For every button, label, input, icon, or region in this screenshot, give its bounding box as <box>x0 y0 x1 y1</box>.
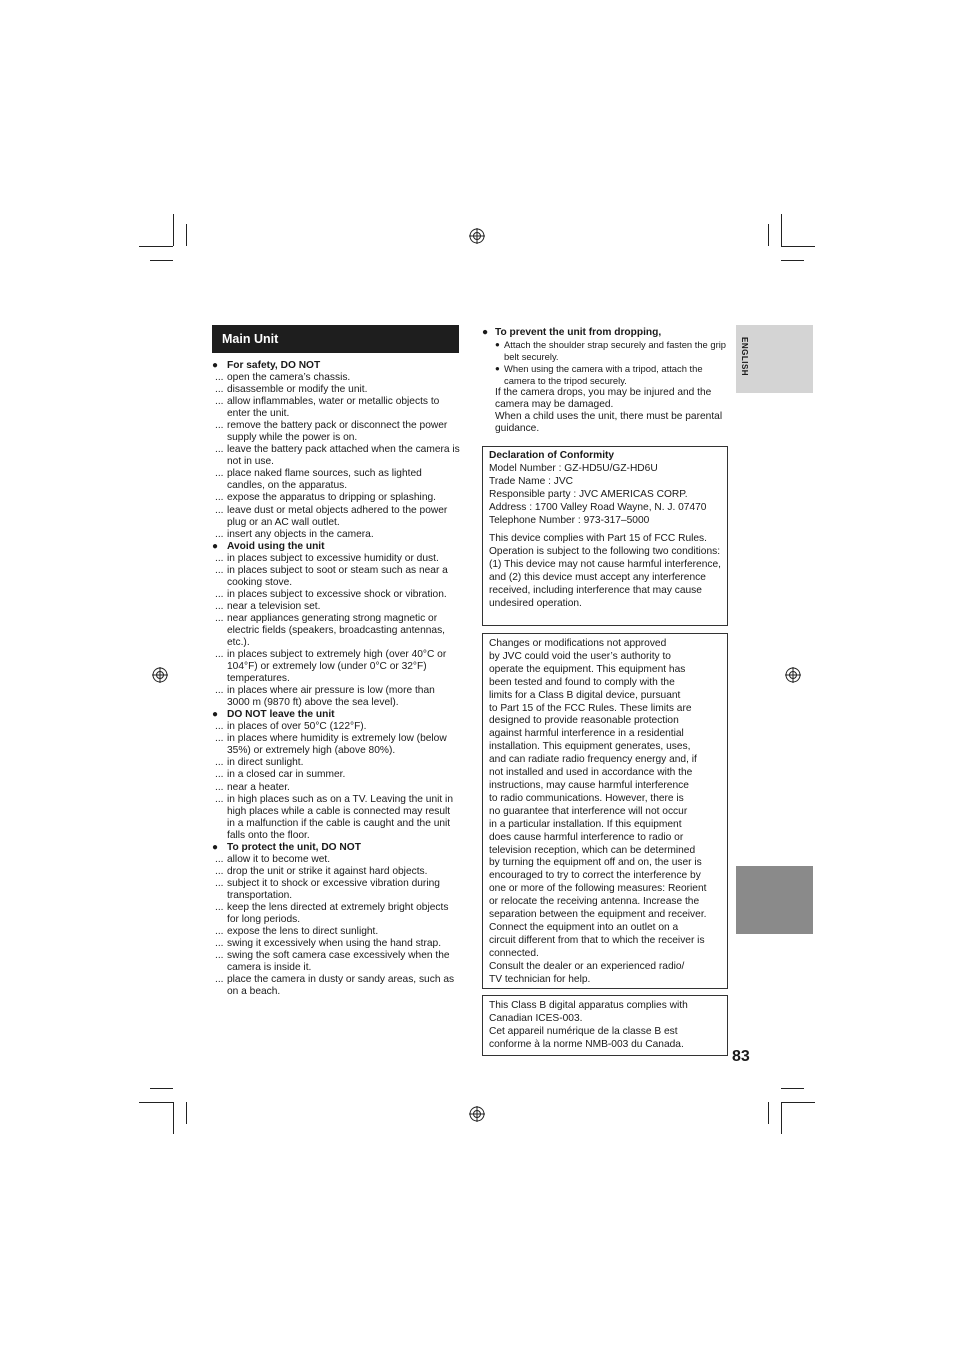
list-item: ... in places subject to excessive humidity or dust. <box>215 552 439 564</box>
text-line: does cause harmful interference to radio or <box>489 831 684 843</box>
ellipsis-marker: ... <box>215 396 224 408</box>
ellipsis-marker: ... <box>215 468 224 480</box>
list-item: ... near a heater. <box>215 781 290 793</box>
ellipsis-marker: ... <box>215 444 224 456</box>
ellipsis-marker: ... <box>215 685 224 697</box>
ellipsis-marker: ... <box>215 600 224 612</box>
bullet-icon: ● <box>212 360 219 371</box>
text-line: designed to provide reasonable protection <box>489 715 679 727</box>
bullet-icon: ● <box>212 841 219 853</box>
text-line: in a particular installation. If this equipment <box>489 818 682 830</box>
list-item: ... leave dust or metal objects adhered to the power plug or an AC wall outlet. <box>215 504 448 528</box>
list-item: ... in places of over 50°C (122°F). <box>215 721 367 733</box>
section-title: ● Avoid using the unit <box>212 540 325 552</box>
text-line: Consult the dealer or an experienced radio/ <box>489 960 685 972</box>
responsible-party: Responsible party : JVC AMERICAS CORP. <box>489 488 688 500</box>
ellipsis-marker: ... <box>215 492 224 504</box>
registration-mark-icon <box>152 667 168 683</box>
list-item: ... in places subject to extremely high (over 40°C or 104°F) or extremely low (under 0°C or 32°F) temperatures. <box>215 649 447 685</box>
language-tab <box>736 325 813 393</box>
list-item: ... in direct sunlight. <box>215 757 304 769</box>
list-item: ... keep the lens directed at extremely bright objects for long periods. <box>215 901 449 925</box>
canada-english: This Class B digital apparatus complies with Canadian ICES-003. <box>489 1000 688 1024</box>
list-item: ... disassemble or modify the unit. <box>215 384 368 396</box>
list-item: ... allow it to become wet. <box>215 853 331 865</box>
trade-name: Trade Name : JVC <box>489 475 573 487</box>
ellipsis-marker: ... <box>215 781 224 793</box>
text-line: to Part 15 of the FCC Rules. These limits are <box>489 702 692 714</box>
list-item: ... in places subject to soot or steam such as near a cooking stove. <box>215 564 448 588</box>
list-item: ... in places where humidity is extremely low (below 35%) or extremely high (above 80%). <box>215 733 447 757</box>
canada-box <box>482 995 728 1056</box>
text-line: been tested and found to comply with the <box>489 676 675 688</box>
text-line: not installed and used in accordance with the <box>489 767 693 779</box>
ellipsis-marker: ... <box>215 649 224 661</box>
bullet-icon: ● <box>495 364 500 373</box>
text-line: or relocate the receiving antenna. Increase the <box>489 896 700 908</box>
list-item: ... allow inflammables, water or metallic objects to enter the unit. <box>215 396 440 420</box>
list-item: ... expose the lens to direct sunlight. <box>215 926 379 938</box>
list-item: ... subject it to shock or excessive vibration during transportation. <box>215 877 440 901</box>
ellipsis-marker: ... <box>215 926 224 938</box>
text-line: operate the equipment. This equipment has <box>489 663 686 675</box>
list-item: ... insert any objects in the camera. <box>215 528 374 540</box>
ellipsis-marker: ... <box>215 564 224 576</box>
list-item: ... leave the battery pack attached when the camera is not in use. <box>215 444 460 468</box>
section-title: ● To protect the unit, DO NOT <box>212 841 361 853</box>
registration-mark-icon <box>469 1106 485 1122</box>
ellipsis-marker: ... <box>215 372 224 383</box>
text-line: against harmful interference in a residential <box>489 728 684 740</box>
section-tab <box>736 866 813 934</box>
list-item: ... remove the battery pack or disconnect the power supply while the power is on. <box>215 420 448 444</box>
registration-mark-icon <box>785 667 801 683</box>
page-number: 83 <box>732 1048 750 1065</box>
text-line: television reception, which can be determined <box>489 844 696 856</box>
ellipsis-marker: ... <box>215 733 224 745</box>
ellipsis-marker: ... <box>215 504 224 516</box>
bullet-icon: ● <box>212 540 219 552</box>
ellipsis-marker: ... <box>215 974 224 986</box>
list-item: ... in places subject to excessive shock or vibration. <box>215 588 447 600</box>
declaration-box <box>482 446 728 626</box>
dropping-paragraph: If the camera drops, you may be injured and the camera may be damaged. <box>495 387 712 410</box>
text-line: encouraged to try to correct the interference by <box>489 870 701 882</box>
list-item: ... open the camera’s chassis. <box>215 372 351 383</box>
ellipsis-marker: ... <box>215 757 224 769</box>
text-line: by JVC could void the user’s authority to <box>489 650 671 662</box>
text-line: to radio communications. However, there is <box>489 792 684 804</box>
ellipsis-marker: ... <box>215 853 224 865</box>
ellipsis-marker: ... <box>215 528 224 540</box>
bullet-icon: ● <box>212 709 219 721</box>
dropping-paragraph: When a child uses the unit, there must be parental guidance. <box>495 411 723 434</box>
text-line: TV technician for help. <box>489 973 591 985</box>
text-line: limits for a Class B digital device, pursuant <box>489 689 681 701</box>
text-line: installation. This equipment generates, uses, <box>489 741 691 753</box>
list-item: ... near appliances generating strong magnetic or electric fields (speakers, broadcasting antennas, etc.). <box>215 612 446 648</box>
list-item: ... in places where air pressure is low (more than 3000 m (9870 ft) above the sea level). <box>215 685 435 709</box>
list-item: ... swing it excessively when using the hand strap. <box>215 938 442 950</box>
address: Address : 1700 Valley Road Wayne, N. J. 07470 <box>489 501 707 513</box>
text-line: Connect the equipment into an outlet on a <box>489 921 679 933</box>
list-item: ... in high places such as on a TV. Leaving the unit in high places while a cable is connected may result in a malfunction if the cable is caught and the unit falls onto the floor. <box>215 793 453 841</box>
text-line: connected. <box>489 947 539 959</box>
canada-french: Cet appareil numérique de la classe B est conforme à la norme NMB-003 du Canada. <box>489 1025 684 1050</box>
text-line: one or more of the following measures: Reorient <box>489 883 707 895</box>
text-line: by turning the equipment off and on, the user is <box>489 857 702 869</box>
ellipsis-marker: ... <box>215 877 224 889</box>
ellipsis-marker: ... <box>215 588 224 600</box>
main-unit-column <box>212 325 460 998</box>
ellipsis-marker: ... <box>215 420 224 432</box>
fcc-changes-box <box>482 633 728 989</box>
ellipsis-marker: ... <box>215 612 224 624</box>
dropping-title: ● To prevent the unit from dropping, <box>482 327 662 338</box>
registration-mark-icon <box>469 228 485 244</box>
text-line: no guarantee that interference will not occur <box>489 805 688 817</box>
list-item: ... drop the unit or strike it against hard objects. <box>215 865 428 877</box>
ellipsis-marker: ... <box>215 552 224 564</box>
list-item: ... place the camera in dusty or sandy areas, such as on a beach. <box>215 974 455 998</box>
ellipsis-marker: ... <box>215 721 224 733</box>
model-number: Model Number : GZ-HD5U/GZ-HD6U <box>489 462 658 474</box>
ellipsis-marker: ... <box>215 769 224 781</box>
text-line: separation between the equipment and receiver. <box>489 909 707 921</box>
declaration-title: Declaration of Conformity <box>489 450 615 461</box>
fcc-statement: This device complies with Part 15 of FCC Rules. Operation is subject to the following two conditions: (1) This device may not cause harmful interference, and (2) this device must accept any interference received, including interference that may cause undesired operation. <box>489 533 721 609</box>
text-line: instructions, may cause harmful interference <box>489 779 689 791</box>
section-title: ● DO NOT leave the unit <box>212 709 335 721</box>
ellipsis-marker: ... <box>215 793 224 805</box>
dropping-section <box>482 327 728 435</box>
bullet-icon: ● <box>482 327 489 338</box>
list-item: ... swing the soft camera case excessively when the camera is inside it. <box>215 950 450 974</box>
ellipsis-marker: ... <box>215 384 224 396</box>
dropping-subitem: ● Attach the shoulder strap securely and fasten the grip belt securely. <box>495 339 727 362</box>
telephone: Telephone Number : 973-317–5000 <box>489 514 650 526</box>
text-line: circuit different from that to which the receiver is <box>489 934 705 946</box>
list-item: ... place naked flame sources, such as lighted candles, on the apparatus. <box>215 468 422 492</box>
list-item: ... near a television set. <box>215 600 321 612</box>
ellipsis-marker: ... <box>215 950 224 962</box>
ellipsis-marker: ... <box>215 865 224 877</box>
dropping-subitem: ● When using the camera with a tripod, attach the camera to the tripod securely. <box>495 363 703 386</box>
language-tab-label: ENGLISH <box>740 337 749 377</box>
section-title: ● For safety, DO NOT <box>212 360 321 371</box>
precaution-list <box>212 360 460 998</box>
list-item: ... expose the apparatus to dripping or splashing. <box>215 492 436 504</box>
ellipsis-marker: ... <box>215 938 224 950</box>
bullet-icon: ● <box>495 340 500 349</box>
section-header-main-unit: Main Unit <box>212 325 459 353</box>
list-item: ... in a closed car in summer. <box>215 769 346 781</box>
text-line: and can radiate radio frequency energy and, if <box>489 754 697 766</box>
text-line: Changes or modifications not approved <box>489 638 667 649</box>
ellipsis-marker: ... <box>215 901 224 913</box>
